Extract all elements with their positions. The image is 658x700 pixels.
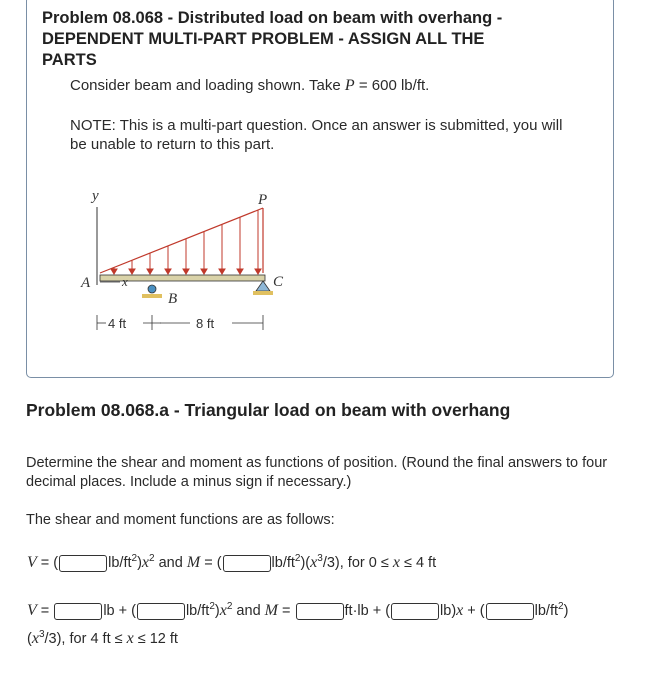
equation-row-1: V = ( $lb/ft^2)x^2$ and M = ( $lb/ft^2)(x^3/3)$, for 0 ≤ x ≤ 4 ft xyxy=(27,553,437,571)
label-a: A xyxy=(81,275,91,291)
problem-note: NOTE: This is a multi-part question. Once an answer is submitted, you will be unable to return to this part. xyxy=(70,117,563,153)
v2-constant-input[interactable] xyxy=(54,603,102,620)
v1-coefficient-input[interactable] xyxy=(59,555,107,572)
load-line xyxy=(100,208,263,273)
dim-left: 4 ft xyxy=(108,316,127,331)
problem-intro: Consider beam and loading shown. Take P = 600 lb/ft. xyxy=(70,77,430,94)
label-b: B xyxy=(168,291,178,307)
support-b-base xyxy=(142,294,162,298)
m2-linear-input[interactable] xyxy=(391,603,439,620)
label-y: y xyxy=(92,188,99,204)
support-c xyxy=(256,281,270,291)
problem-title: Problem 08.068 - Distributed load on beam with overhang - DEPENDENT MULTI-PART PROBLEM - ASSIGN ALL THE PARTS xyxy=(42,9,503,69)
part-lead: The shear and moment functions are as follows: xyxy=(26,512,335,528)
load-arrows xyxy=(111,210,261,274)
m2-constant-input[interactable] xyxy=(296,603,344,620)
equation-row-2-cont: $(x^3/3)$, for 4 ft ≤ x ≤ 12 ft xyxy=(27,629,178,647)
support-b xyxy=(148,285,156,293)
label-c: C xyxy=(273,274,284,290)
m2-cubic-input[interactable] xyxy=(486,603,534,620)
beam-figure xyxy=(70,185,310,345)
equation-row-2: V = lb + ( $lb/ft^2)x^2$ and M = ft·lb + ( lb)x + ( $lb/ft^2$) xyxy=(27,601,569,619)
part-instructions: Determine the shear and moment as functions of position. (Round the final answers to four decimal places. Include a minus sign if necessary.) xyxy=(26,455,608,490)
m1-coefficient-input[interactable] xyxy=(223,555,271,572)
label-p: P xyxy=(258,192,268,208)
label-x: x xyxy=(122,274,128,289)
dim-right: 8 ft xyxy=(196,316,215,331)
support-c-base xyxy=(253,291,273,295)
v2-coefficient-input[interactable] xyxy=(137,603,185,620)
part-title: Problem 08.068.a - Triangular load on beam with overhang xyxy=(26,400,511,420)
